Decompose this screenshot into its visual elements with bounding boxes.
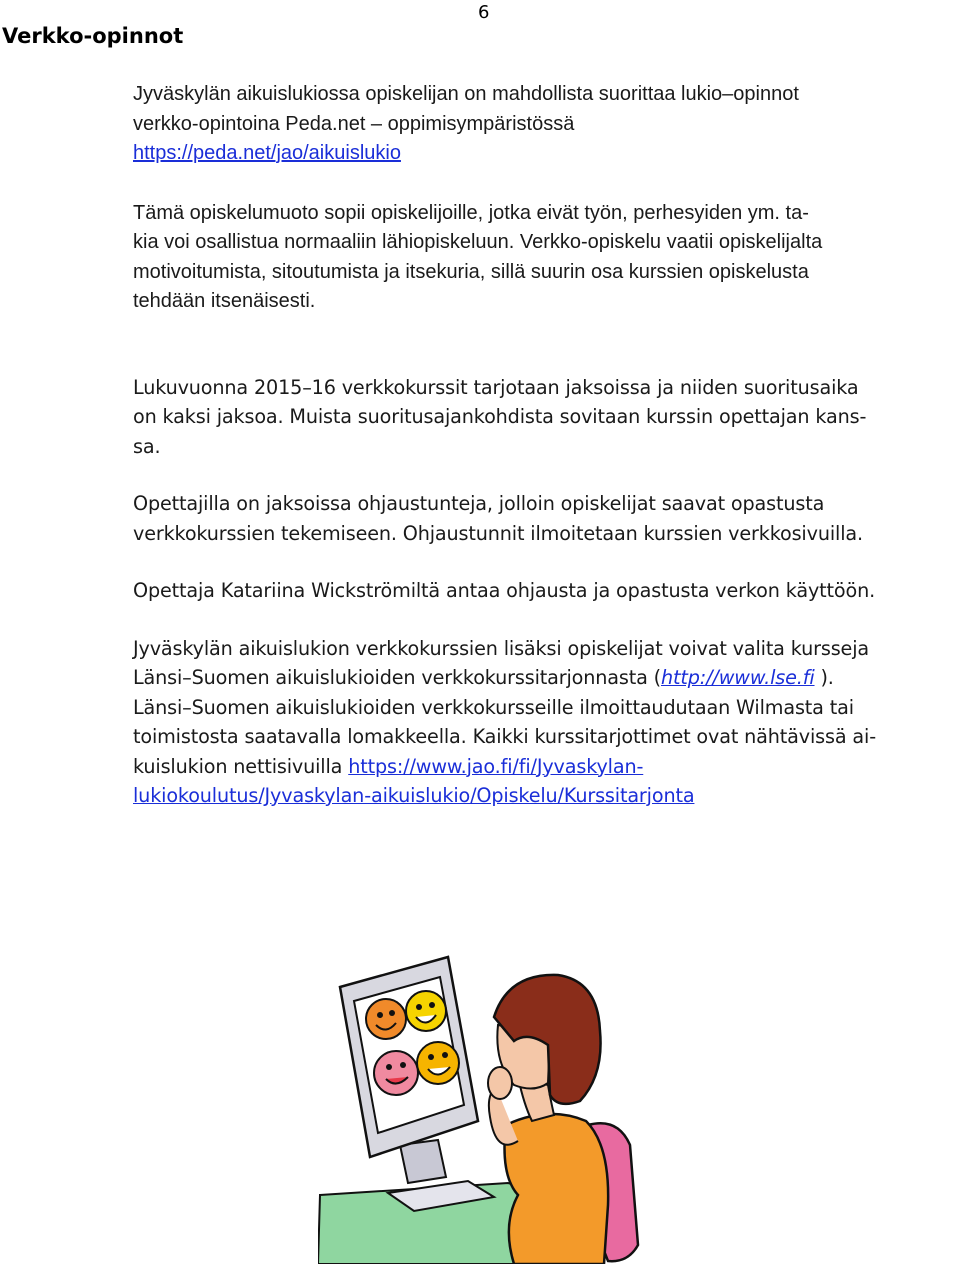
text-line: toimistosta saatavalla lomakkeella. Kaikki kurssitarjottimet ovat nähtävissä ai- — [133, 725, 876, 748]
jao-link[interactable]: https://www.jao.fi/fi/Jyvaskylan- — [348, 754, 644, 778]
page-number: 6 — [478, 2, 490, 23]
document-body — [133, 80, 953, 811]
text-line: motivoitumista, sitoutumista ja itsekuria, sillä suurin osa kurssien opiskelusta — [133, 260, 809, 283]
text-line: verkkokurssien tekemiseen. Ohjaustunnit ilmoitetaan kurssien verkkosivuilla. — [133, 521, 863, 545]
lse-link[interactable]: http://www.lse.fi — [661, 666, 815, 689]
paragraph-intro — [133, 80, 953, 169]
text-line: on kaksi jaksoa. Muista suoritusajankohdista sovitaan kurssin opettajan kans- — [133, 405, 867, 428]
text-line: Jyväskylän aikuislukion verkkokurssien lisäksi opiskelijat voivat valita kursseja — [133, 636, 870, 660]
page-title: Verkko-opinnot — [2, 24, 184, 48]
jao-link-continued[interactable]: lukiokoulutus/Jyvaskylan-aikuislukio/Opiskelu/Kurssitarjonta — [133, 784, 695, 807]
text-line: tehdään itsenäisesti. — [133, 290, 316, 312]
text-line: Opettajilla on jaksoissa ohjaustunteja, jolloin opiskelijat saavat opastusta — [133, 492, 825, 515]
text-line: kia voi osallistua normaaliin lähiopiskeluun. Verkko-opiskelu vaatii opiskelijalta — [133, 231, 823, 253]
text-line: Länsi–Suomen aikuislukioiden verkkokurssitarjonnasta (http://www.lse.fi ). — [133, 666, 834, 689]
text-line: verkko-opintoina Peda.net – oppimisympäristössä — [133, 112, 575, 135]
text-line: Länsi–Suomen aikuislukioiden verkkokursseille ilmoittaudutaan Wilmasta tai — [133, 695, 854, 719]
paragraph-courses — [133, 634, 953, 811]
text-line: kuislukion nettisivuilla https://www.jao.fi/fi/Jyvaskylan- — [133, 754, 644, 778]
woman-at-computer-icon — [318, 945, 648, 1264]
paragraph-teacher — [133, 576, 953, 606]
text-line: Jyväskylän aikuislukiossa opiskelijan on mahdollista suorittaa lukio–opinnot — [133, 83, 799, 105]
peda-link[interactable]: https://peda.net/jao/aikuislukio — [133, 142, 401, 164]
paragraph-suitability — [133, 199, 953, 317]
text-line: sa. — [133, 434, 161, 458]
text-line: Lukuvuonna 2015–16 verkkokurssit tarjotaan jaksoissa ja niiden suoritusaika — [133, 375, 859, 399]
text-line: Tämä opiskelumuoto sopii opiskelijoille, jotka eivät työn, perhesyiden ym. ta- — [133, 201, 809, 224]
paragraph-schedule — [133, 373, 953, 462]
text-line: Opettaja Katariina Wickströmiltä antaa ohjausta ja opastusta verkon käyttöön. — [133, 579, 876, 602]
paragraph-guidance — [133, 489, 953, 548]
